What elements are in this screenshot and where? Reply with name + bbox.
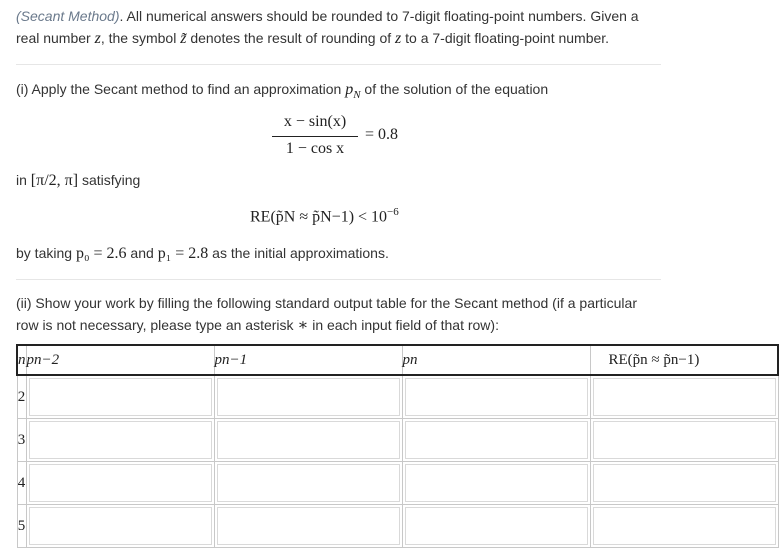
part-i-text-1: (i) Apply the Secant method to find an approximation — [16, 81, 346, 97]
header-relative-error: RE(p̃n ≈ p̃n−1) — [590, 345, 778, 375]
input-row4-pn[interactable] — [405, 464, 588, 502]
interval-line — [16, 169, 140, 192]
equation-denominator: 1 − cos x — [285, 140, 345, 157]
table-row — [17, 419, 778, 462]
row-n-4: 4 — [17, 462, 26, 505]
pN-subscript: N — [353, 88, 361, 101]
row-n-3: 3 — [17, 419, 26, 462]
input-row3-pn-2[interactable] — [29, 421, 212, 459]
table-row — [17, 375, 778, 419]
input-row5-pn-2[interactable] — [29, 507, 212, 545]
header-n: n — [17, 345, 26, 375]
input-row4-pn-2[interactable] — [29, 464, 212, 502]
intro-text-1: . All numerical answers should be rounded to 7-digit floating-point numbers. Given a — [119, 8, 639, 24]
var-z-2: z — [395, 30, 402, 47]
header-pn-1: pn−1 — [214, 345, 402, 375]
row-n-5: 5 — [17, 505, 26, 548]
p0-value: p₀ = 2.6 — [75, 245, 127, 262]
table-header-row — [17, 345, 778, 375]
intro-text-2b: , the symbol — [100, 30, 181, 46]
asterisk-symbol: ∗ — [297, 317, 309, 334]
intro-paragraph — [16, 5, 639, 50]
intro-text-2c: denotes the result of rounding of — [186, 30, 396, 46]
criterion-exponent: −6 — [387, 206, 399, 218]
p1-value: p₁ = 2.8 — [157, 245, 209, 262]
initial-a: by taking — [16, 245, 76, 261]
input-row4-re[interactable] — [593, 464, 776, 502]
criterion-text: RE(p̃N ≈ p̃N−1) < 10 — [250, 208, 388, 226]
row-n-2: 2 — [17, 375, 26, 419]
part-ii-text-2a: row is not necessary, please type an asterisk — [16, 317, 298, 333]
stopping-criterion — [250, 206, 399, 226]
initial-b: and — [126, 245, 158, 261]
part-ii-statement — [16, 292, 637, 337]
part-i-statement — [16, 78, 548, 106]
equation-numerator: x − sin(x) — [283, 113, 347, 130]
input-row3-pn-1[interactable] — [217, 421, 400, 459]
interval: [π/2, π] — [30, 172, 79, 189]
interval-pre: in — [16, 172, 31, 188]
input-row2-re[interactable] — [593, 378, 776, 416]
var-zbar: z̃ — [180, 30, 187, 47]
equation-fraction-bar — [272, 136, 358, 137]
input-row2-pn-2[interactable] — [29, 378, 212, 416]
input-row3-pn[interactable] — [405, 421, 588, 459]
table-row — [17, 462, 778, 505]
input-row2-pn[interactable] — [405, 378, 588, 416]
divider-1 — [16, 64, 661, 65]
part-i-text-2: of the solution of the equation — [360, 81, 549, 97]
divider-2 — [16, 279, 661, 280]
input-row4-pn-1[interactable] — [217, 464, 400, 502]
interval-post: satisfying — [78, 172, 141, 188]
header-pn-2: pn−2 — [26, 345, 214, 375]
input-row3-re[interactable] — [593, 421, 776, 459]
input-row5-pn-1[interactable] — [217, 507, 400, 545]
part-ii-text-1: (ii) Show your work by filling the following standard output table for the Secant method (if a particular — [16, 295, 637, 311]
initial-approximations-line — [16, 242, 389, 265]
input-row5-pn[interactable] — [405, 507, 588, 545]
part-ii-text-2b: in each input field of that row): — [308, 317, 499, 333]
initial-c: as the initial approximations. — [208, 245, 389, 261]
header-pn: pn — [402, 345, 590, 375]
pN-symbol: p — [345, 81, 354, 98]
var-z: z — [94, 30, 101, 47]
table-row — [17, 505, 778, 548]
secant-output-table — [16, 344, 779, 548]
intro-text-2a: real number — [16, 30, 95, 46]
equation-rhs: = 0.8 — [365, 126, 399, 143]
input-row2-pn-1[interactable] — [217, 378, 400, 416]
intro-label: (Secant Method) — [16, 8, 120, 24]
input-row5-re[interactable] — [593, 507, 776, 545]
intro-text-2d: to a 7-digit floating-point number. — [401, 30, 610, 46]
